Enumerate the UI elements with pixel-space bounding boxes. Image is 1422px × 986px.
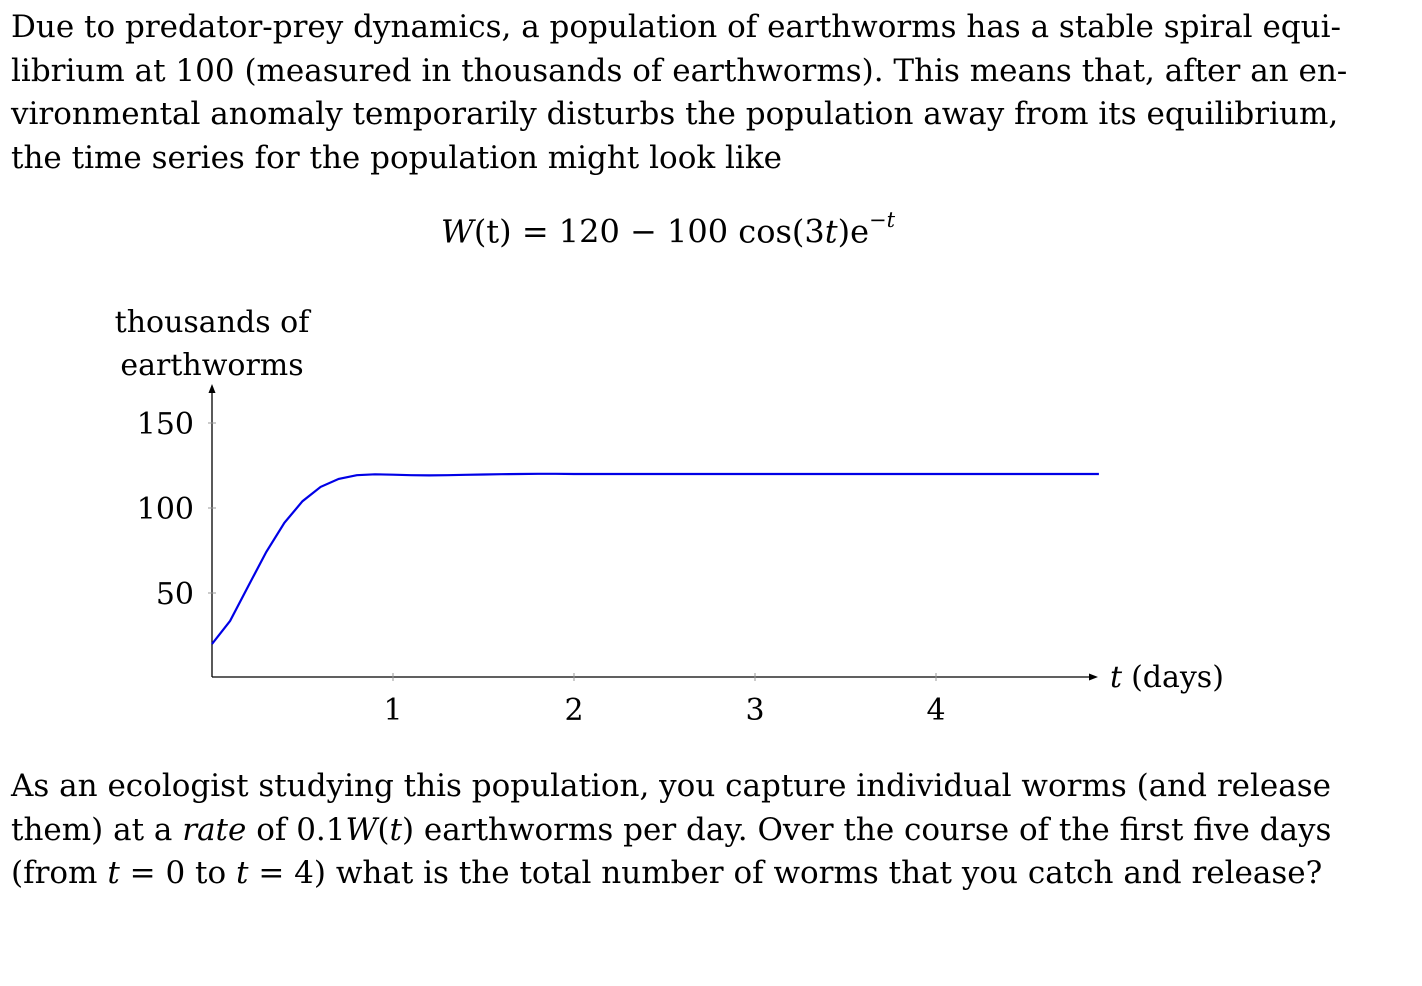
question-line-2-paren-open: (	[377, 811, 390, 848]
question-line-3-part-e: = 4) what is the total number of worms that you catch and release?	[248, 855, 1323, 891]
equation-var-w: W	[440, 212, 474, 251]
x-ticks	[383, 673, 945, 728]
x-axis-label	[1110, 660, 1224, 695]
x-tick-label-1: 1	[383, 693, 403, 728]
question-paragraph	[11, 765, 1331, 896]
equation-exponent: −t	[869, 208, 896, 232]
intro-line-2: librium at 100 (measured in thousands of earthworms). This means that, after an en-	[11, 52, 1348, 89]
y-axis-label-line-2: earthworms	[120, 348, 304, 383]
population-equation	[0, 208, 1336, 251]
y-axis-arrowhead	[209, 384, 216, 393]
y-tick-label-150: 150	[136, 407, 194, 442]
question-line-3	[11, 852, 1331, 896]
equation-rhs: )e	[837, 212, 870, 251]
y-ticks	[137, 407, 216, 612]
question-line-2-part-a: them) at a	[11, 811, 183, 848]
question-line-3-part-a: (from	[11, 855, 108, 891]
intro-line-3: vironmental anomaly temporarily disturbs the population away from its equilibrium,	[11, 96, 1339, 132]
question-line-2-rate: rate	[182, 811, 247, 848]
question-line-3-var-t1: t	[107, 855, 120, 891]
question-line-2-part-c: of 0.1	[246, 811, 346, 848]
x-axis-label-var: t	[1110, 660, 1123, 695]
intro-line-1: Due to predator-prey dynamics, a population of earthworms has a stable spiral equi-	[11, 9, 1341, 45]
x-axis-label-unit: (days)	[1131, 660, 1224, 695]
equation-var-t: t	[824, 212, 838, 251]
question-line-3-var-t2: t	[236, 855, 249, 891]
question-line-2-var-t: t	[389, 811, 402, 848]
question-line-1	[11, 765, 1331, 809]
intro-paragraph	[11, 6, 1348, 180]
question-line-2-part-g: ) earthworms per day. Over the course of the first five days	[401, 811, 1332, 848]
question-line-2	[11, 809, 1331, 853]
question-line-1-text: As an ecologist studying this population, you capture individual worms (and release	[11, 768, 1331, 804]
x-tick-label-3: 3	[745, 693, 765, 728]
y-axis-label-line-1: thousands of	[114, 305, 310, 340]
y-tick-label-50: 50	[155, 577, 194, 612]
x-tick-label-2: 2	[564, 693, 584, 728]
question-line-3-part-c: = 0 to	[119, 855, 237, 891]
question-line-2-var-w: W	[345, 811, 378, 848]
equation-lhs: (t) = 120 − 100 cos(3	[473, 212, 825, 251]
population-chart	[0, 290, 1422, 740]
population-curve	[212, 474, 1099, 644]
x-tick-label-4: 4	[926, 693, 946, 728]
intro-line-4: the time series for the population might look like	[11, 139, 782, 176]
y-tick-label-100: 100	[136, 492, 194, 527]
x-axis-arrowhead	[1089, 674, 1098, 681]
